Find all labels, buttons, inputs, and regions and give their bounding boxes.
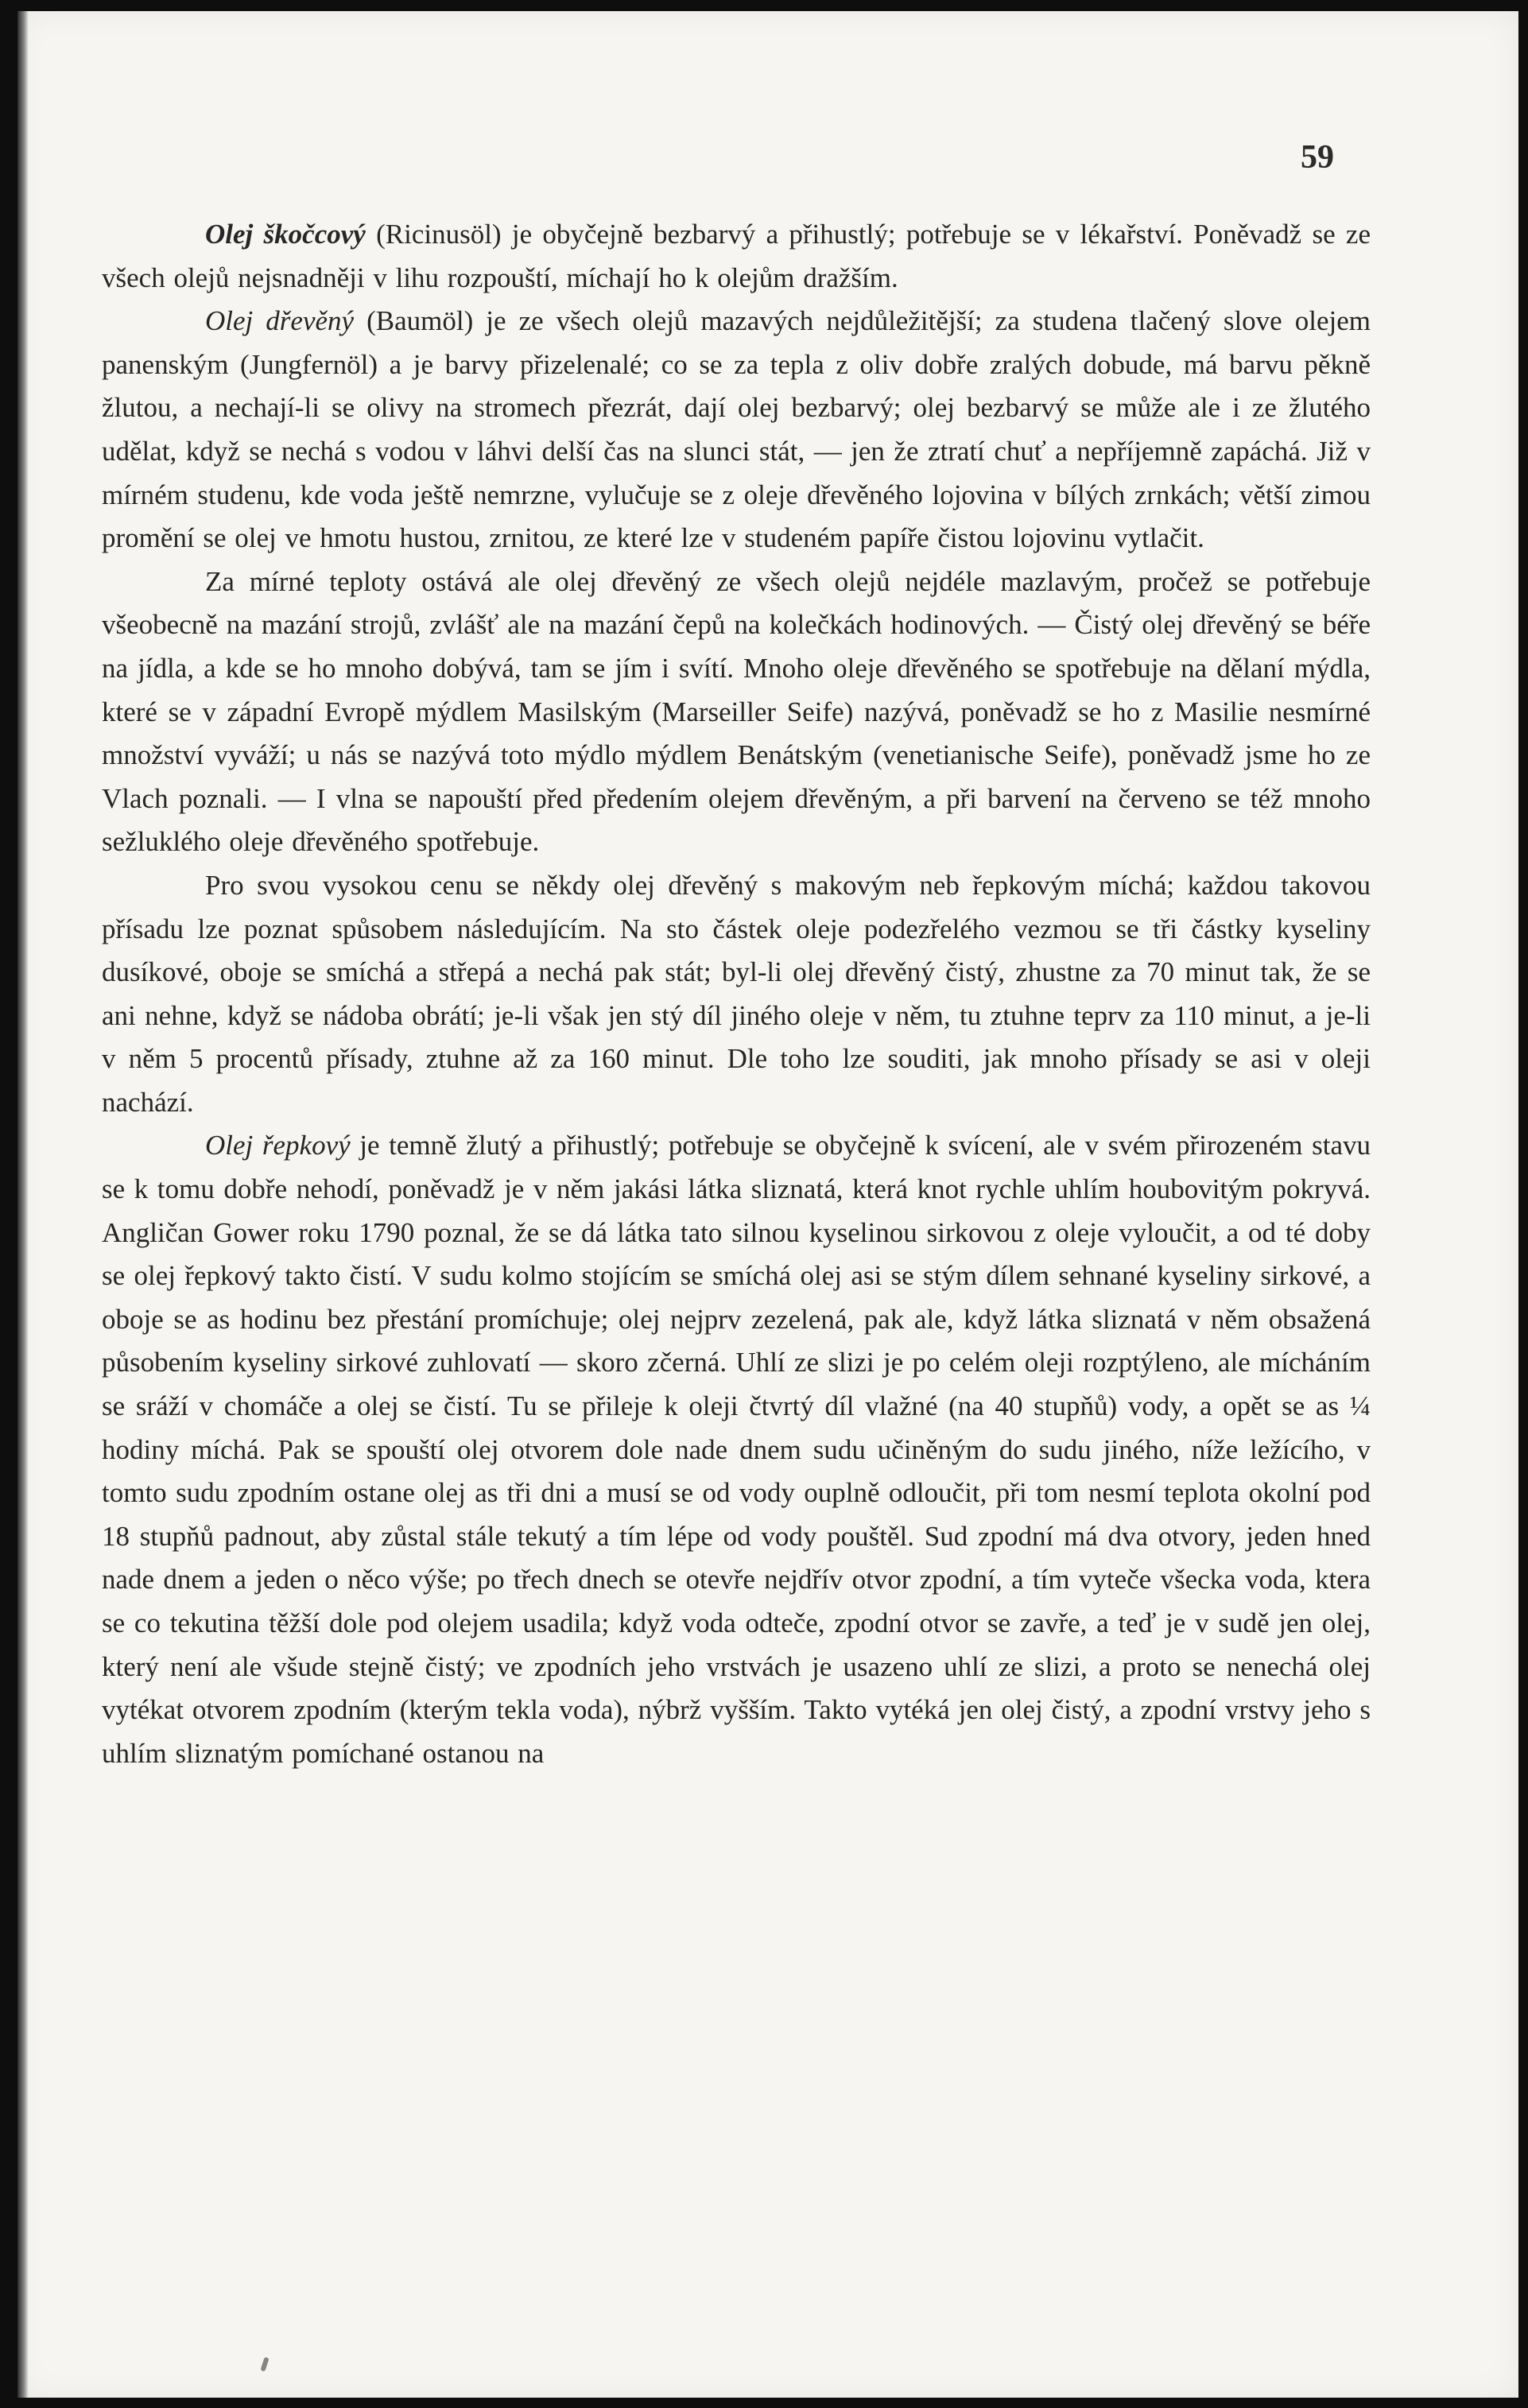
term-castor-oil: Olej škočcový: [205, 219, 366, 250]
paragraph-text: je temně žlutý a přihustlý; potřebuje se obyčejně k svícení, ale v svém přirozeném stavu se k tomu dobře nehodí, poněvadž je v něm jakási látka sliznatá, která knot rychle uhlím houbovitým pokryvá. Angličan Gower roku 1790 poznal, že se dá látka tato silnou kyselinou sirkovou z oleje vyloučit, a od té doby se olej řepkový takto čistí. V sudu kolmo stojícím se smíchá olej asi se stým dílem sehnané kyseliny sirkové, a oboje se as hodinu bez přestání promíchuje; olej nejprv zezelená, pak ale, když látka sliznatá v něm obsažená působením kyseliny sirkové zuhlovatí — skoro zčerná. Uhlí ze slizi je po celém oleji rozptýleno, ale mícháním se sráží v chomáče a olej se čistí. Tu se přileje k oleji čtvrtý díl vlažné (na 40 stupňů) vody, a opět se as ¼ hodiny míchá. Pak se spouští olej otvorem dole nade dnem sudu učiněným do sudu jiného, níže ležícího, v tomto sudu zpodním ostane olej as tři dni a musí se od vody ouplně odloučit, při tom nesmí teplota okolní pod 18 stupňů padnout, aby zůstal stále tekutý a tím lépe od vody pouštěl. Sud zpodní má dva otvory, jeden hned nade dnem a jeden o něco výše; po třech dnech se otevře nejdřív otvor zpodní, a tím vyteče všecka voda, ktera se co tekutina těžší dole pod olejem usadila; když voda odteče, zpodní otvor se zavře, a teď je v sudě jen olej, který není ale všude stejně čistý; ve zpodních jeho vrstvách je usazeno uhlí ze slizi, a proto se nenechá olej vytékat otvorem zpodním (kterým tekla voda), nýbrž vyšším. Takto vytéká jen olej čistý, a zpodní vrstvy jeho s uhlím sliznatým pomíchané ostanou na: [102, 1130, 1371, 1769]
page-binding-edge: [17, 11, 29, 2398]
paragraph-castor-oil: [102, 213, 1371, 300]
paragraph-text: Za mírné teploty ostává ale olej dřevěný ze všech olejů nejdéle mazlavým, pročež se potřebuje všeobecně na mazání strojů, zvlášť ale na mazání čepů na kolečkách hodinových. — Čistý olej dřevěný se béře na jídla, a kde se ho mnoho dobývá, tam se jím i svítí. Mnoho oleje dřevěného se spotřebuje na dělaní mýdla, které se v západní Evropě mýdlem Masilským (Marseiller Seife) nazývá, poněvadž se ho z Masilie nesmírné množství vyváží; u nás se nazývá toto mýdlo mýdlem Benátským (venetianische Seife), poněvadž jsme ho ze Vlach poznali. — I vlna se napouští před předením olejem dřevěným, a při barvení na červeno se též mnoho sežluklého oleje dřevěného spotřebuje.: [102, 565, 1371, 858]
body-text: [102, 213, 1371, 1775]
term-olive-oil: Olej dřevěný: [205, 305, 355, 337]
paragraph-text: (Baumöl) je ze všech olejů mazavých nejdůležitější; za studena tlačený slove olejem panenským (Jungfernöl) a je barvy přizelenalé; co se za tepla z oliv dobře zralých dobude, má barvu pěkně žlutou, a nechají-li se olivy na stromech přezrát, dají olej bezbarvý; olej bezbarvý se může ale i ze žlutého udělat, když se nechá s vodou v láhvi delší čas na slunci stát, — jen že ztratí chuť a nepříjemně zapáchá. Již v mírném studenu, kde voda ještě nemrzne, vylučuje se z oleje dřevěného lojovina v bílých zrnkách; větší zimou promění se olej ve hmotu hustou, zrnitou, ze které lze v studeném papíře čistou lojovinu vytlačit.: [102, 305, 1371, 554]
term-rapeseed-oil: Olej řepkový: [205, 1130, 351, 1161]
paragraph-text: (Ricinusöl) je obyčejně bezbarvý a přihustlý; potřebuje se v lékařství. Poněvadž se ze všech olejů nejsnadněji v lihu rozpouští, míchají ho k olejům dražším.: [102, 219, 1371, 293]
paragraph-olive-oil-uses: [102, 560, 1371, 864]
paragraph-olive-oil: [102, 300, 1371, 560]
paragraph-text: Pro svou vysokou cenu se někdy olej dřevěný s makovým neb řepkovým míchá; každou takovou přísadu lze poznat spůsobem následujícím. Na sto částek oleje podezřelého vezmou se tři částky kyseliny dusíkové, oboje se smíchá a střepá a nechá pak stát; byl-li olej dřevěný čistý, zhustne za 70 minut tak, že se ani nehne, když se nádoba obrátí; je-li však jen stý díl jiného oleje v něm, tu ztuhne teprv za 110 minut, a je-li v něm 5 procentů přísady, ztuhne až za 160 minut. Dle toho lze souditi, jak mnoho přísady se asi v oleji nachází.: [102, 869, 1371, 1118]
page-number: 59: [1301, 139, 1334, 176]
paragraph-adulteration-test: [102, 864, 1371, 1125]
paragraph-rapeseed-oil: [102, 1124, 1371, 1775]
